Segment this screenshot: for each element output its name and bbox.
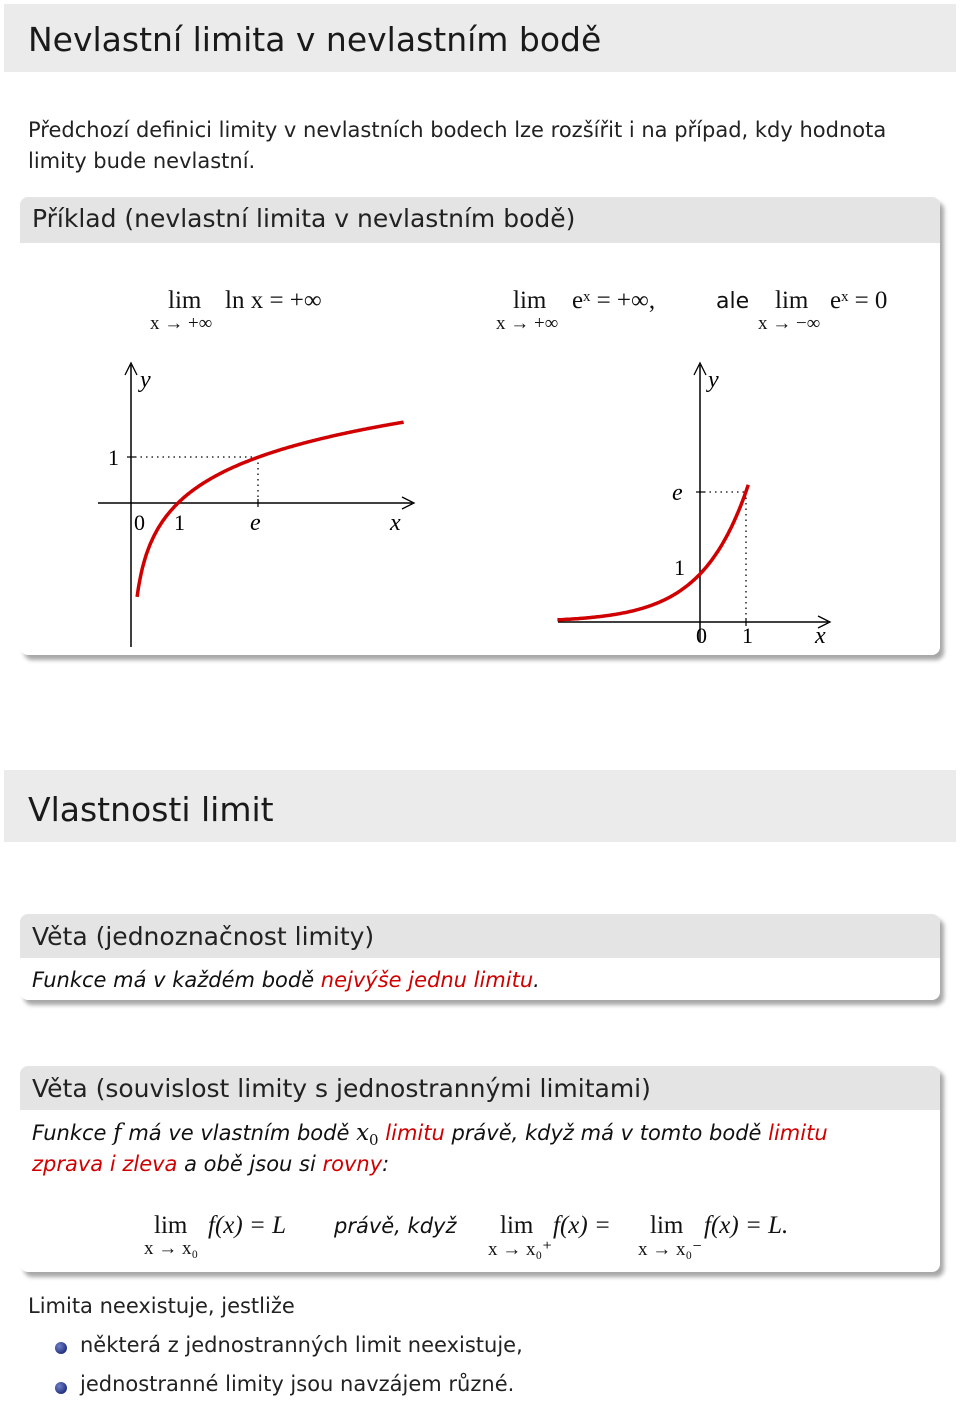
ln-label-0: 0 (134, 510, 145, 535)
lim-ln-subscript: x → +∞ (150, 313, 213, 334)
lim-ln-word: lim (168, 287, 202, 314)
ln-label-1-y: 1 (108, 445, 119, 470)
exp-label-x: x (815, 623, 826, 649)
exp-graph (550, 357, 880, 657)
theorem-highlight-limitu-2: limitu (768, 1121, 828, 1145)
formula-lim-2-sub: x → x₀⁺ (488, 1239, 553, 1260)
formula-lim-1-sub: x → x₀ (144, 1238, 199, 1259)
formula-lim-3-sub: x → x₀⁻ (638, 1239, 703, 1260)
connector-ale: ale (716, 289, 750, 314)
theorem-onesided-line-1 (32, 1120, 828, 1149)
frame-title-bar-1 (4, 4, 956, 72)
exp-label-e: e (672, 480, 683, 506)
bullet-icon-1 (55, 1342, 67, 1354)
ln-graph (90, 357, 450, 657)
theorem-onesided-header (20, 1066, 940, 1110)
theorem-text-e: a obě jsou si (177, 1152, 323, 1176)
lim-exp-pos-expression: eˣ = +∞, (572, 287, 656, 314)
theorem-uniqueness-text-highlight: nejvýše jednu limitu (320, 968, 534, 992)
theorem-uniqueness-title: Věta (jednoznačnost limity) (32, 922, 375, 951)
bullet-icon-2 (55, 1382, 67, 1394)
theorem-uniqueness-block (20, 914, 940, 1000)
theorem-highlight-limitu-1: limitu (385, 1121, 445, 1145)
theorem-onesided-block (20, 1066, 940, 1272)
bullet-item-2: jednostranné limity jsou navzájem různé. (80, 1372, 515, 1396)
theorem-uniqueness-text-plain: Funkce má v každém bodě (32, 968, 321, 992)
theorem-highlight-zprava: zprava i zleva (32, 1152, 178, 1176)
intro-line-2: limity bude nevlastní. (28, 149, 256, 173)
point-x0-subscript: 0 (369, 1131, 379, 1150)
lim-exp-neg-word: lim (775, 287, 809, 314)
theorem-uniqueness-text-end: . (533, 968, 540, 992)
frame-title: Nevlastní limita v nevlastním bodě (28, 20, 602, 59)
formula-lim-2: lim (500, 1212, 534, 1239)
theorem-onesided-title: Věta (souvislost limity s jednostrannými limitami) (32, 1074, 651, 1103)
intro-paragraph (28, 115, 886, 177)
nonexistence-note: Limita neexistuje, jestliže (28, 1294, 295, 1318)
theorem-uniqueness-header (20, 914, 940, 958)
frame-title-2: Vlastnosti limit (28, 790, 274, 829)
formula-expr-2: f(x) = (553, 1212, 611, 1239)
exp-curve (557, 485, 748, 620)
ln-label-y: y (140, 367, 151, 393)
example-block (20, 197, 940, 655)
theorem-text-f: : (382, 1152, 390, 1176)
formula-expr-1: f(x) = L (208, 1212, 286, 1239)
lim-exp-pos-subscript: x → +∞ (496, 313, 559, 334)
formula-connector: právě, když (334, 1214, 457, 1238)
lim-exp-pos-word: lim (513, 287, 547, 314)
lim-exp-neg-expression: eˣ = 0 (830, 287, 888, 314)
theorem-onesided-line-2 (32, 1152, 389, 1176)
point-x0: x (356, 1120, 370, 1146)
ln-label-x: x (390, 510, 401, 536)
theorem-highlight-rovny: rovny (322, 1152, 383, 1176)
example-header (20, 197, 940, 243)
lim-ln-expression: ln x = +∞ (225, 287, 322, 314)
lim-exp-neg-subscript: x → −∞ (758, 313, 821, 334)
exp-label-1-x: 1 (742, 623, 753, 648)
theorem-uniqueness-text (32, 968, 540, 992)
frame-title-bar-2 (4, 770, 956, 842)
theorem-text-a: Funkce (32, 1121, 114, 1145)
ln-label-e: e (250, 510, 261, 536)
exp-label-1-y: 1 (674, 555, 685, 580)
function-symbol: f (113, 1120, 122, 1146)
formula-lim-1: lim (154, 1212, 188, 1239)
formula-lim-3: lim (650, 1212, 684, 1239)
exp-label-0: 0 (696, 623, 707, 648)
example-title: Příklad (nevlastní limita v nevlastním bodě) (32, 204, 576, 233)
theorem-text-b: má ve vlastním bodě (121, 1121, 357, 1145)
intro-line-1: Předchozí definici limity v nevlastních bodech lze rozšířit i na případ, kdy hodnota (28, 118, 887, 142)
bullet-item-1: některá z jednostranných limit neexistuje, (80, 1333, 523, 1357)
exp-label-y: y (708, 367, 719, 393)
formula-expr-3: f(x) = L. (704, 1212, 789, 1239)
ln-label-1-x: 1 (174, 510, 185, 535)
theorem-text-d: právě, když má v tomto bodě (444, 1121, 769, 1145)
